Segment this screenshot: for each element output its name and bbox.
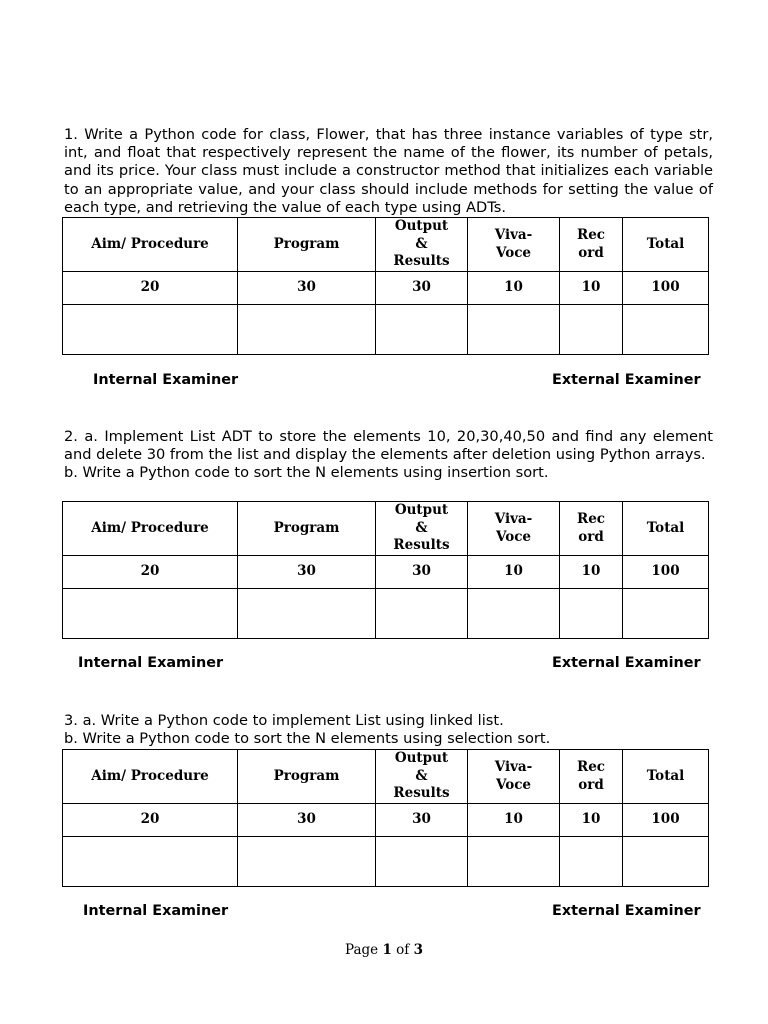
score-cell: [560, 305, 623, 355]
question-2: [64, 428, 713, 483]
score-cell: [63, 837, 238, 887]
score-cell: [376, 837, 468, 887]
marks-table-2: [62, 501, 709, 639]
score-cell: [238, 305, 376, 355]
score-cell: [238, 837, 376, 887]
score-cell: [63, 589, 238, 639]
score-cell: [63, 305, 238, 355]
table-score-row: [63, 837, 709, 887]
mark-total: 100: [623, 272, 709, 305]
external-examiner-label: External Examiner: [552, 655, 701, 671]
header-total: Total: [623, 502, 709, 556]
question-2-part-b: b. Write a Python code to sort the N elements using insertion sort.: [64, 464, 549, 482]
table-score-row: [63, 305, 709, 355]
mark-aim-procedure: 20: [63, 804, 238, 837]
mark-output-results: 30: [376, 272, 468, 305]
question-2-part-a: 2. a. Implement List ADT to store the elements 10, 20,30,40,50 and find any element and delete 30 from the list and display the elements after deletion using Python arrays.: [64, 428, 713, 464]
external-examiner-label: External Examiner: [552, 372, 701, 388]
mark-aim-procedure: 20: [63, 556, 238, 589]
score-cell: [623, 589, 709, 639]
table-header-row: [63, 218, 709, 272]
table-header-row: [63, 750, 709, 804]
score-cell: [376, 305, 468, 355]
marks-table-1: [62, 217, 709, 355]
header-output-results: Output & Results: [376, 750, 468, 804]
internal-examiner-label: Internal Examiner: [78, 655, 224, 671]
score-cell: [468, 837, 560, 887]
score-cell: [238, 589, 376, 639]
header-viva-voce: Viva- Voce: [468, 502, 560, 556]
header-output-results: Output & Results: [376, 218, 468, 272]
of-word: of: [396, 942, 410, 958]
mark-output-results: 30: [376, 556, 468, 589]
page-word: Page: [345, 942, 379, 958]
mark-total: 100: [623, 556, 709, 589]
internal-examiner-label: Internal Examiner: [83, 903, 229, 919]
internal-examiner-label: Internal Examiner: [93, 372, 239, 388]
header-output-results: Output & Results: [376, 502, 468, 556]
header-viva-voce: Viva- Voce: [468, 750, 560, 804]
question-1-text: 1. Write a Python code for class, Flower, that has three instance variables of type str, int, and float that respectively represent the name of the flower, its number of petals, and its price. Your class must include a constructor method that initializes each variable to an appropriate value, and your class should include methods for setting the value of each type, and retrieving the value of each type using ADTs.: [64, 126, 713, 216]
current-page-number: 1: [382, 942, 392, 958]
mark-program: 30: [238, 272, 376, 305]
header-aim-procedure: Aim/ Procedure: [63, 502, 238, 556]
header-program: Program: [238, 218, 376, 272]
mark-record: 10: [560, 556, 623, 589]
mark-record: 10: [560, 804, 623, 837]
table-marks-row: [63, 556, 709, 589]
mark-program: 30: [238, 556, 376, 589]
mark-viva-voce: 10: [468, 804, 560, 837]
score-cell: [468, 305, 560, 355]
mark-viva-voce: 10: [468, 272, 560, 305]
score-cell: [623, 305, 709, 355]
header-aim-procedure: Aim/ Procedure: [63, 218, 238, 272]
mark-record: 10: [560, 272, 623, 305]
table-marks-row: [63, 804, 709, 837]
mark-aim-procedure: 20: [63, 272, 238, 305]
header-record: Rec ord: [560, 218, 623, 272]
header-viva-voce: Viva- Voce: [468, 218, 560, 272]
mark-program: 30: [238, 804, 376, 837]
header-total: Total: [623, 750, 709, 804]
header-record: Rec ord: [560, 750, 623, 804]
page-number-footer: [0, 942, 768, 958]
mark-output-results: 30: [376, 804, 468, 837]
table-header-row: [63, 502, 709, 556]
header-program: Program: [238, 750, 376, 804]
header-program: Program: [238, 502, 376, 556]
score-cell: [560, 589, 623, 639]
score-cell: [376, 589, 468, 639]
question-1: [64, 126, 713, 217]
mark-viva-voce: 10: [468, 556, 560, 589]
marks-table-3: [62, 749, 709, 887]
table-marks-row: [63, 272, 709, 305]
score-cell: [468, 589, 560, 639]
header-aim-procedure: Aim/ Procedure: [63, 750, 238, 804]
external-examiner-label: External Examiner: [552, 903, 701, 919]
header-record: Rec ord: [560, 502, 623, 556]
score-cell: [623, 837, 709, 887]
question-3: [64, 712, 713, 748]
mark-total: 100: [623, 804, 709, 837]
question-3-part-b: b. Write a Python code to sort the N elements using selection sort.: [64, 730, 551, 748]
total-page-count: 3: [413, 942, 423, 958]
header-total: Total: [623, 218, 709, 272]
table-score-row: [63, 589, 709, 639]
score-cell: [560, 837, 623, 887]
question-3-part-a: 3. a. Write a Python code to implement List using linked list.: [64, 712, 504, 729]
